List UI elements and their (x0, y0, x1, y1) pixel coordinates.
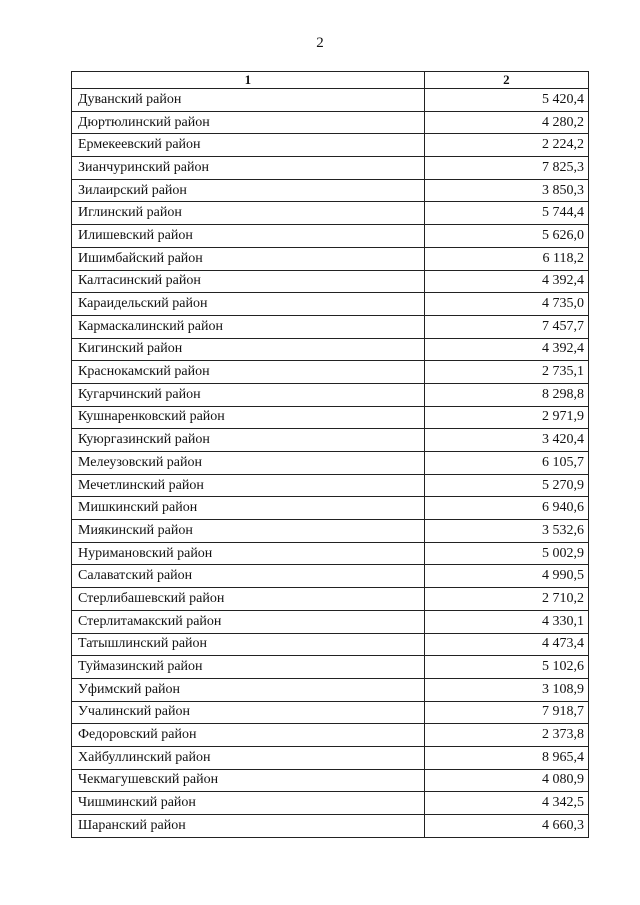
table-row (72, 474, 589, 497)
table-row (72, 769, 589, 792)
value-cell: 6 118,2 (424, 247, 588, 270)
district-name-cell: Хайбуллинский район (72, 746, 425, 769)
district-name-cell: Кармаскалинский район (72, 315, 425, 338)
table-row (72, 89, 589, 112)
value-cell: 2 373,8 (424, 724, 588, 747)
district-name-cell: Калтасинский район (72, 270, 425, 293)
value-cell: 4 660,3 (424, 815, 588, 838)
district-name-cell: Караидельский район (72, 293, 425, 316)
table-row (72, 542, 589, 565)
value-cell: 4 392,4 (424, 270, 588, 293)
column-header-2: 2 (424, 72, 588, 89)
table-row (72, 111, 589, 134)
district-name-cell: Илишевский район (72, 225, 425, 248)
value-cell: 4 990,5 (424, 565, 588, 588)
value-cell: 2 224,2 (424, 134, 588, 157)
table-row (72, 225, 589, 248)
table-row (72, 338, 589, 361)
district-name-cell: Салаватский район (72, 565, 425, 588)
value-cell: 3 532,6 (424, 520, 588, 543)
district-name-cell: Иглинский район (72, 202, 425, 225)
table-row (72, 565, 589, 588)
value-cell: 3 850,3 (424, 179, 588, 202)
value-cell: 2 710,2 (424, 588, 588, 611)
district-name-cell: Уфимский район (72, 678, 425, 701)
table-row (72, 315, 589, 338)
value-cell: 8 965,4 (424, 746, 588, 769)
table-row (72, 701, 589, 724)
table-row (72, 724, 589, 747)
value-cell: 5 744,4 (424, 202, 588, 225)
district-name-cell: Ишимбайский район (72, 247, 425, 270)
district-name-cell: Кушнаренковский район (72, 406, 425, 429)
table-row (72, 202, 589, 225)
value-cell: 4 080,9 (424, 769, 588, 792)
table-row (72, 610, 589, 633)
value-cell: 7 457,7 (424, 315, 588, 338)
table-row (72, 792, 589, 815)
value-cell: 4 735,0 (424, 293, 588, 316)
page-number: 2 (316, 35, 324, 51)
district-name-cell: Ермекеевский район (72, 134, 425, 157)
table-row (72, 383, 589, 406)
district-name-cell: Дуванский район (72, 89, 425, 112)
value-cell: 4 392,4 (424, 338, 588, 361)
table-row (72, 406, 589, 429)
table-row (72, 179, 589, 202)
district-name-cell: Кугарчинский район (72, 383, 425, 406)
value-cell: 5 626,0 (424, 225, 588, 248)
district-name-cell: Дюртюлинский район (72, 111, 425, 134)
table-row (72, 656, 589, 679)
value-cell: 5 270,9 (424, 474, 588, 497)
table-row (72, 497, 589, 520)
value-cell: 4 473,4 (424, 633, 588, 656)
value-cell: 4 280,2 (424, 111, 588, 134)
value-cell: 5 102,6 (424, 656, 588, 679)
district-name-cell: Куюргазинский район (72, 429, 425, 452)
district-name-cell: Федоровский район (72, 724, 425, 747)
district-name-cell: Мишкинский район (72, 497, 425, 520)
table-row (72, 270, 589, 293)
district-name-cell: Чекмагушевский район (72, 769, 425, 792)
value-cell: 7 825,3 (424, 157, 588, 180)
district-name-cell: Нуримановский район (72, 542, 425, 565)
value-cell: 4 330,1 (424, 610, 588, 633)
table-row (72, 520, 589, 543)
column-header-1: 1 (72, 72, 425, 89)
table-row (72, 293, 589, 316)
table-row (72, 815, 589, 838)
value-cell: 2 735,1 (424, 361, 588, 384)
district-name-cell: Чишминский район (72, 792, 425, 815)
table-row (72, 134, 589, 157)
value-cell: 3 420,4 (424, 429, 588, 452)
table-row (72, 429, 589, 452)
value-cell: 6 105,7 (424, 452, 588, 475)
table-row (72, 157, 589, 180)
table-row (72, 452, 589, 475)
district-name-cell: Стерлитамакский район (72, 610, 425, 633)
table-row (72, 633, 589, 656)
district-name-cell: Мелеузовский район (72, 452, 425, 475)
table-row (72, 247, 589, 270)
table-row (72, 361, 589, 384)
value-cell: 6 940,6 (424, 497, 588, 520)
table-row (72, 746, 589, 769)
district-name-cell: Стерлибашевский район (72, 588, 425, 611)
data-table (71, 71, 589, 838)
value-cell: 5 002,9 (424, 542, 588, 565)
value-cell: 8 298,8 (424, 383, 588, 406)
district-name-cell: Мечетлинский район (72, 474, 425, 497)
table-row (72, 588, 589, 611)
district-name-cell: Учалинский район (72, 701, 425, 724)
district-name-cell: Кигинский район (72, 338, 425, 361)
district-name-cell: Краснокамский район (72, 361, 425, 384)
district-name-cell: Зианчуринский район (72, 157, 425, 180)
district-name-cell: Миякинский район (72, 520, 425, 543)
table-row (72, 678, 589, 701)
district-name-cell: Татышлинский район (72, 633, 425, 656)
table-body (72, 89, 589, 838)
table-header-row (72, 72, 589, 89)
district-name-cell: Зилаирский район (72, 179, 425, 202)
district-name-cell: Шаранский район (72, 815, 425, 838)
value-cell: 3 108,9 (424, 678, 588, 701)
value-cell: 5 420,4 (424, 89, 588, 112)
value-cell: 7 918,7 (424, 701, 588, 724)
value-cell: 4 342,5 (424, 792, 588, 815)
value-cell: 2 971,9 (424, 406, 588, 429)
district-name-cell: Туймазинский район (72, 656, 425, 679)
